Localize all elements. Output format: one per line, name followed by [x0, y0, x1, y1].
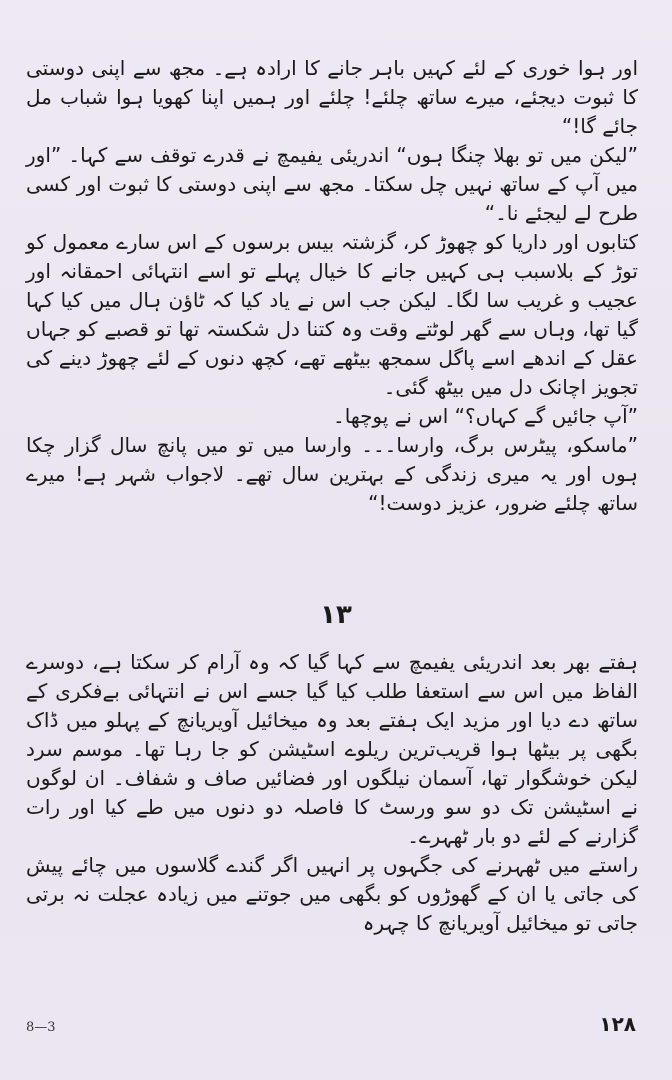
- text-block-top: [26, 54, 638, 518]
- paragraph: اور ہوا خوری کے لئے کہیں باہر جانے کا ارادہ ہے۔ مجھ سے اپنی دوستی کا ثبوت دیجئے، میرے ساتھ چلئے! چلئے اور ہمیں اپنا کھویا ہوا شباب مل جائے گا!“: [26, 56, 638, 138]
- page-number: ۱۲۸: [599, 1012, 636, 1036]
- paragraph: کتابوں اور داریا کو چھوڑ کر، گزشتہ بیس برسوں کے اس سارے معمول کو توڑ کے بلاسبب ہی کہیں جانے کا خیال پہلے تو اسے انتہائی احمقانہ اور عجیب و غریب سا لگا۔ لیکن جب اس نے یاد کیا کہ ٹاؤن ہال میں کیا کہا گیا تھا، وہاں سے گھر لوٹتے وقت وہ کتنا دل شکستہ تھا تو قصبے کو جہاں عقل کے اندھے اسے پاگل سمجھ بیٹھے تھے، کچھ دنوں کے لئے چھوڑ دینے کی تجویز اچانک دل میں بیٹھ گئی۔: [26, 230, 638, 399]
- text-block-bottom: [26, 648, 638, 938]
- chapter-number: ۱۳: [320, 600, 352, 630]
- paragraph: راستے میں ٹھہرنے کی جگہوں پر انہیں اگر گندے گلاسوں میں چائے پیش کی جاتی یا ان کے گھوڑوں کو بگھی میں جوتنے میں زیادہ عجلت نہ برتی جاتی تو میخائیل آویریانچ کا چہرہ: [26, 853, 638, 935]
- footer-signature: 8—3: [26, 1020, 56, 1035]
- paragraph: ”لیکن میں تو بھلا چنگا ہوں“ اندریئی یفیمچ نے قدرے توقف سے کہا۔ ”اور میں آپ کے ساتھ نہیں چل سکتا۔ مجھ سے اپنی دوستی کا ثبوت اور کسی طرح لے لیجئے نا۔“: [26, 143, 638, 225]
- paragraph: ”آپ جائیں گے کہاں؟“ اس نے پوچھا۔: [333, 404, 638, 428]
- paragraph: ”ماسکو، پیٹرس برگ، وارسا۔۔۔ وارسا میں تو میں پانچ سال گزار چکا ہوں اور یہ میری زندگی کے بہترین سال تھے۔ لاجواب شہر ہے! میرے ساتھ چلئے ضرور، عزیز دوست!“: [26, 433, 638, 515]
- paragraph: ہفتے بھر بعد اندریئی یفیمچ سے کہا گیا کہ وہ آرام کر سکتا ہے، دوسرے الفاظ میں اس سے استعفا طلب کیا گیا جسے اس نے انتہائی بےفکری کے ساتھ دے دیا اور مزید ایک ہفتے بعد وہ میخائیل آویریانچ کے پہلو میں ڈاک بگھی پر بیٹھا ہوا قریب‌ترین ریلوے اسٹیشن کو جا رہا تھا۔ موسم سرد لیکن خوشگوار تھا، آسمان نیلگوں اور فضائیں صاف و شفاف۔ ان لوگوں نے اسٹیشن تک دو سو ورسٹ کا فاصلہ دو دنوں میں طے کیا اور رات گزارنے کے لئے دو بار ٹھہرے۔: [26, 650, 638, 848]
